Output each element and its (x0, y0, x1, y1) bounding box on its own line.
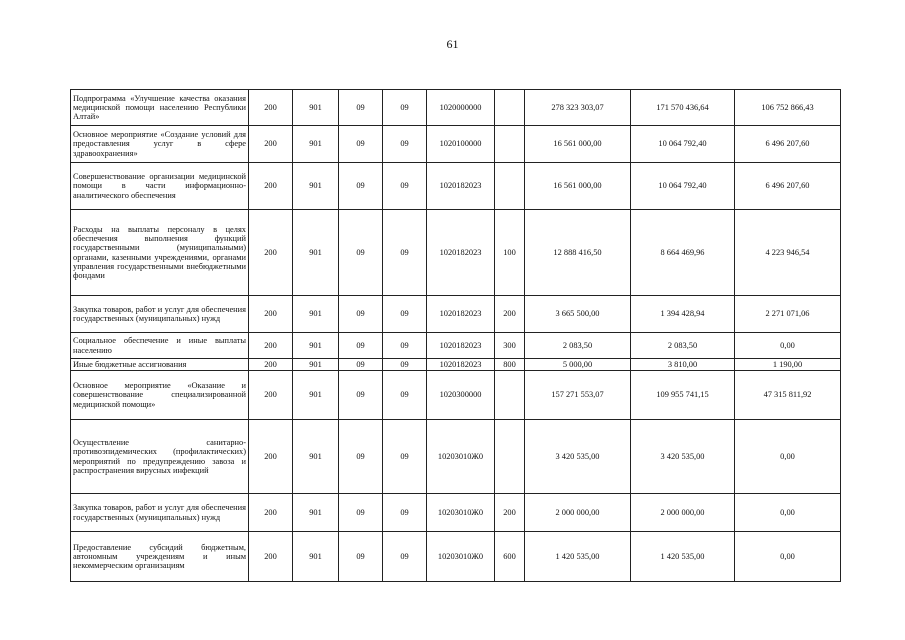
cell-subsection: 09 (383, 532, 427, 582)
cell-code-2: 901 (293, 210, 339, 296)
cell-amount-1: 2 000 000,00 (525, 494, 631, 532)
cell-code-2: 901 (293, 371, 339, 420)
cell-amount-3: 106 752 866,43 (735, 90, 841, 126)
cell-section: 09 (339, 359, 383, 371)
cell-amount-1: 278 323 303,07 (525, 90, 631, 126)
cell-target-code: 1020100000 (427, 126, 495, 163)
cell-code-2: 901 (293, 420, 339, 494)
cell-expense-type (495, 420, 525, 494)
cell-code-1: 200 (249, 296, 293, 333)
cell-amount-1: 5 000,00 (525, 359, 631, 371)
row-description: Иные бюджетные ассигнования (71, 359, 249, 371)
cell-amount-2: 3 810,00 (631, 359, 735, 371)
cell-amount-1: 157 271 553,07 (525, 371, 631, 420)
cell-expense-type: 200 (495, 296, 525, 333)
cell-code-1: 200 (249, 163, 293, 210)
cell-amount-2: 171 570 436,64 (631, 90, 735, 126)
cell-section: 09 (339, 210, 383, 296)
cell-amount-1: 16 561 000,00 (525, 163, 631, 210)
cell-expense-type: 100 (495, 210, 525, 296)
cell-amount-2: 3 420 535,00 (631, 420, 735, 494)
cell-amount-2: 2 083,50 (631, 333, 735, 359)
cell-amount-2: 109 955 741,15 (631, 371, 735, 420)
row-description: Подпрограмма «Улучшение качества оказания медицинской помощи населению Республики Алтай» (71, 90, 249, 126)
cell-expense-type: 200 (495, 494, 525, 532)
table-row (71, 371, 841, 420)
cell-amount-3: 1 190,00 (735, 359, 841, 371)
cell-section: 09 (339, 90, 383, 126)
cell-code-2: 901 (293, 90, 339, 126)
cell-expense-type (495, 371, 525, 420)
cell-code-1: 200 (249, 333, 293, 359)
cell-target-code: 1020182023 (427, 163, 495, 210)
cell-amount-2: 1 394 428,94 (631, 296, 735, 333)
cell-amount-3: 0,00 (735, 532, 841, 582)
cell-section: 09 (339, 163, 383, 210)
cell-code-2: 901 (293, 359, 339, 371)
cell-amount-1: 16 561 000,00 (525, 126, 631, 163)
cell-subsection: 09 (383, 90, 427, 126)
row-description: Социальное обеспечение и иные выплаты населению (71, 333, 249, 359)
cell-subsection: 09 (383, 359, 427, 371)
cell-target-code: 10203010Ж0 (427, 420, 495, 494)
cell-subsection: 09 (383, 371, 427, 420)
cell-target-code: 10203010Ж0 (427, 494, 495, 532)
cell-code-1: 200 (249, 359, 293, 371)
cell-target-code: 1020182023 (427, 296, 495, 333)
table-row (71, 359, 841, 371)
cell-code-2: 901 (293, 163, 339, 210)
row-description: Основное мероприятие «Оказание и совершенствование специализированной медицинской помощи» (71, 371, 249, 420)
cell-code-1: 200 (249, 371, 293, 420)
table-row (71, 90, 841, 126)
cell-amount-2: 8 664 469,96 (631, 210, 735, 296)
cell-amount-3: 0,00 (735, 420, 841, 494)
cell-code-2: 901 (293, 333, 339, 359)
cell-section: 09 (339, 296, 383, 333)
cell-target-code: 1020182023 (427, 333, 495, 359)
cell-amount-1: 2 083,50 (525, 333, 631, 359)
page-number: 61 (446, 37, 459, 51)
cell-code-1: 200 (249, 420, 293, 494)
cell-subsection: 09 (383, 494, 427, 532)
cell-amount-3: 0,00 (735, 333, 841, 359)
cell-code-1: 200 (249, 126, 293, 163)
cell-subsection: 09 (383, 420, 427, 494)
cell-expense-type: 300 (495, 333, 525, 359)
cell-subsection: 09 (383, 333, 427, 359)
cell-section: 09 (339, 494, 383, 532)
cell-section: 09 (339, 532, 383, 582)
cell-subsection: 09 (383, 163, 427, 210)
cell-section: 09 (339, 126, 383, 163)
table-row (71, 333, 841, 359)
cell-code-1: 200 (249, 494, 293, 532)
cell-expense-type: 600 (495, 532, 525, 582)
cell-code-1: 200 (249, 210, 293, 296)
budget-table (70, 89, 841, 582)
cell-amount-2: 2 000 000,00 (631, 494, 735, 532)
cell-code-2: 901 (293, 494, 339, 532)
cell-subsection: 09 (383, 210, 427, 296)
cell-amount-2: 1 420 535,00 (631, 532, 735, 582)
row-description: Осуществление санитарно-противоэпидемических (профилактических) мероприятий по предупреждению завоза и распространения вирусных инфекций (71, 420, 249, 494)
row-description: Закупка товаров, работ и услуг для обеспечения государственных (муниципальных) нужд (71, 296, 249, 333)
cell-target-code: 1020182023 (427, 210, 495, 296)
cell-amount-3: 6 496 207,60 (735, 163, 841, 210)
cell-amount-3: 47 315 811,92 (735, 371, 841, 420)
cell-amount-3: 6 496 207,60 (735, 126, 841, 163)
cell-expense-type (495, 126, 525, 163)
row-description: Закупка товаров, работ и услуг для обеспечения государственных (муниципальных) нужд (71, 494, 249, 532)
cell-amount-1: 12 888 416,50 (525, 210, 631, 296)
table-row (71, 126, 841, 163)
cell-code-2: 901 (293, 296, 339, 333)
cell-subsection: 09 (383, 126, 427, 163)
table-row (71, 210, 841, 296)
table-row (71, 420, 841, 494)
row-description: Предоставление субсидий бюджетным, автономным учреждениям и иным некоммерческим организациям (71, 532, 249, 582)
cell-expense-type (495, 163, 525, 210)
cell-amount-1: 3 665 500,00 (525, 296, 631, 333)
cell-expense-type: 800 (495, 359, 525, 371)
table-row (71, 163, 841, 210)
cell-code-2: 901 (293, 126, 339, 163)
cell-target-code: 1020300000 (427, 371, 495, 420)
cell-subsection: 09 (383, 296, 427, 333)
table-row (71, 532, 841, 582)
cell-amount-1: 3 420 535,00 (525, 420, 631, 494)
cell-code-1: 200 (249, 532, 293, 582)
cell-code-1: 200 (249, 90, 293, 126)
table-row (71, 296, 841, 333)
cell-target-code: 1020182023 (427, 359, 495, 371)
cell-amount-1: 1 420 535,00 (525, 532, 631, 582)
row-description: Основное мероприятие «Создание условий для предоставления услуг в сфере здравоохранения» (71, 126, 249, 163)
cell-amount-2: 10 064 792,40 (631, 163, 735, 210)
table-row (71, 494, 841, 532)
row-description: Совершенствование организации медицинской помощи в части информационно-аналитического обеспечения (71, 163, 249, 210)
cell-amount-2: 10 064 792,40 (631, 126, 735, 163)
cell-section: 09 (339, 420, 383, 494)
cell-target-code: 10203010Ж0 (427, 532, 495, 582)
cell-code-2: 901 (293, 532, 339, 582)
cell-amount-3: 4 223 946,54 (735, 210, 841, 296)
cell-target-code: 1020000000 (427, 90, 495, 126)
cell-section: 09 (339, 371, 383, 420)
cell-expense-type (495, 90, 525, 126)
cell-amount-3: 0,00 (735, 494, 841, 532)
row-description: Расходы на выплаты персоналу в целях обеспечения выполнения функций государственными (муниципальными) органами, казенными учреждениями, органами управления государственными внебюджетными фондами (71, 210, 249, 296)
cell-section: 09 (339, 333, 383, 359)
cell-amount-3: 2 271 071,06 (735, 296, 841, 333)
